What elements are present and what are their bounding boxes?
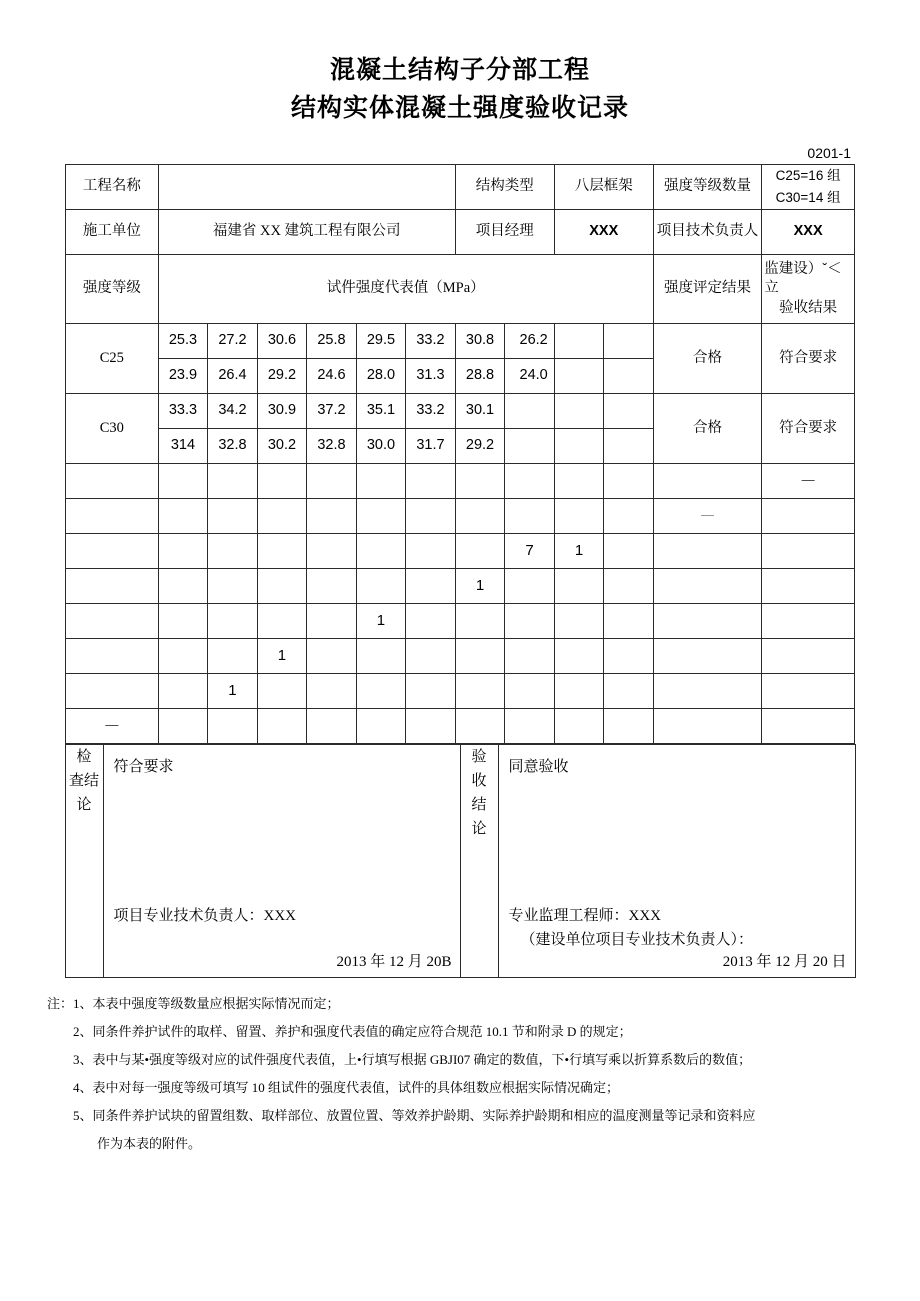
acceptance-conclusion-cell[interactable]: [498, 745, 855, 978]
cell-c25-bot-7[interactable]: 28.8: [455, 359, 505, 394]
blank-cell[interactable]: [762, 499, 855, 534]
blank-cell[interactable]: [505, 499, 555, 534]
table-row: [66, 639, 855, 674]
blank-cell[interactable]: [307, 674, 357, 709]
blank-cell[interactable]: [406, 604, 456, 639]
grade-count-line-1: C25=16 组: [775, 168, 841, 183]
blank-cell[interactable]: [66, 534, 159, 569]
blank-cell[interactable]: [505, 674, 555, 709]
inspection-label-char-2: 查结: [68, 773, 99, 789]
blank-cell[interactable]: [505, 464, 555, 499]
table-row: [66, 324, 855, 359]
conclusion-table: [65, 744, 856, 978]
blank-cell[interactable]: [307, 464, 357, 499]
blank-cell[interactable]: [307, 534, 357, 569]
cell-c30-bot-1[interactable]: 314: [158, 429, 208, 464]
inspection-date: 2013 年 12 月 20B: [336, 954, 452, 970]
stray-mark-cell[interactable]: [356, 604, 406, 639]
blank-cell[interactable]: [762, 709, 855, 744]
evaluation-c30: 合格: [653, 394, 761, 464]
blank-cell[interactable]: [66, 464, 159, 499]
cell-c30-top-4[interactable]: 37.2: [307, 394, 357, 429]
cell-c30-bot-2[interactable]: 32.8: [208, 429, 258, 464]
blank-cell[interactable]: [257, 674, 307, 709]
cell-c25-top-7[interactable]: 30.8: [455, 324, 505, 359]
stray-mark-cell[interactable]: [208, 674, 258, 709]
blank-cell[interactable]: [505, 639, 555, 674]
cell-c30-bot-7[interactable]: 29.2: [455, 429, 505, 464]
blank-cell[interactable]: [554, 569, 604, 604]
blank-cell[interactable]: [505, 709, 555, 744]
blank-cell[interactable]: [455, 674, 505, 709]
stray-mark-cell[interactable]: [455, 569, 505, 604]
blank-cell[interactable]: [406, 534, 456, 569]
cell-c30-bot-10[interactable]: [604, 429, 654, 464]
table-row: [66, 674, 855, 709]
stray-digit-mark: 1: [574, 541, 584, 559]
table-row: [66, 499, 855, 534]
blank-cell[interactable]: [762, 639, 855, 674]
blank-cell[interactable]: [455, 534, 505, 569]
table-row: [66, 709, 855, 744]
note-item-2: 2、同条件养护试件的取样、留置、养护和强度代表值的确定应符合规范 10.1 节和附录 D 的规定；: [73, 1024, 632, 1039]
blank-cell[interactable]: [307, 604, 357, 639]
cell-c30-top-3[interactable]: 30.9: [257, 394, 307, 429]
cell-c25-top-1[interactable]: 25.3: [158, 324, 208, 359]
acceptance-signer-secondary: （建设单位项目专业技术负责人）：: [520, 932, 754, 948]
contractor-label: 施工单位: [66, 210, 159, 255]
acceptance-label-char-2: 收: [471, 773, 487, 789]
blank-cell[interactable]: [554, 674, 604, 709]
note-item-3: 3、表中与某•强度等级对应的试件强度代表值，上•行填写根据 GBJI07 确定的数值，下•行填写乘以折算系数后的数值；: [73, 1052, 752, 1067]
acceptance-header-line-1: 监建设）ˇ＜立: [764, 260, 842, 297]
grade-count-value[interactable]: [762, 165, 855, 210]
blank-cell[interactable]: [455, 499, 505, 534]
blank-cell[interactable]: [604, 499, 654, 534]
project-name-label: 工程名称: [66, 165, 159, 210]
stray-mark-cell[interactable]: [505, 534, 555, 569]
inspection-conclusion-text: 符合要求: [113, 759, 174, 775]
blank-cell[interactable]: [604, 534, 654, 569]
project-manager-value[interactable]: XXX: [554, 210, 653, 255]
stray-digit-mark: 1: [376, 611, 386, 629]
blank-cell[interactable]: [455, 464, 505, 499]
cell-c30-top-1[interactable]: 33.3: [158, 394, 208, 429]
cell-c25-top-4[interactable]: 25.8: [307, 324, 357, 359]
blank-cell[interactable]: [762, 534, 855, 569]
blank-cell[interactable]: [208, 464, 258, 499]
grade-count-label: 强度等级数量: [653, 165, 761, 210]
blank-cell[interactable]: [208, 569, 258, 604]
cell-c30-top-8[interactable]: [505, 394, 555, 429]
column-heading-row: [66, 255, 855, 324]
blank-cell[interactable]: [653, 569, 761, 604]
blank-cell[interactable]: [307, 499, 357, 534]
blank-cell[interactable]: [356, 709, 406, 744]
blank-cell[interactable]: [66, 674, 159, 709]
tech-lead-value[interactable]: XXX: [762, 210, 855, 255]
stray-mark-cell[interactable]: [762, 464, 855, 499]
blank-cell[interactable]: [653, 709, 761, 744]
inspection-conclusion-label: [65, 745, 103, 978]
stray-digit-mark: 1: [228, 681, 237, 699]
blank-cell[interactable]: [455, 604, 505, 639]
blank-cell[interactable]: [257, 534, 307, 569]
blank-cell[interactable]: [406, 639, 456, 674]
blank-cell[interactable]: [406, 674, 456, 709]
grade-column-header: 强度等级: [66, 255, 159, 324]
cell-c25-bot-6[interactable]: 31.3: [406, 359, 456, 394]
blank-cell[interactable]: [406, 709, 456, 744]
strength-record-table: [65, 164, 855, 744]
document-title: [0, 0, 920, 128]
cell-c25-bot-4[interactable]: 24.6: [307, 359, 357, 394]
blank-cell[interactable]: [257, 464, 307, 499]
blank-cell[interactable]: [257, 569, 307, 604]
blank-cell[interactable]: [356, 499, 406, 534]
acceptance-c25: 符合要求: [762, 324, 855, 394]
cell-c30-bot-6[interactable]: 31.7: [406, 429, 456, 464]
blank-cell[interactable]: [653, 534, 761, 569]
acceptance-header-line-2: 验收结果: [779, 299, 838, 316]
stray-mark-cell[interactable]: [66, 709, 159, 744]
acceptance-label-char-1: 验: [471, 749, 487, 765]
table-row: [66, 464, 855, 499]
structure-type-label: 结构类型: [455, 165, 554, 210]
blank-cell[interactable]: [406, 569, 456, 604]
cell-c25-bot-3[interactable]: 29.2: [257, 359, 307, 394]
cell-c25-bot-9[interactable]: [554, 359, 604, 394]
grade-name-c30: C30: [66, 394, 159, 464]
blank-cell[interactable]: [356, 534, 406, 569]
blank-cell[interactable]: [158, 464, 208, 499]
project-name-value[interactable]: [158, 165, 455, 210]
blank-cell[interactable]: [66, 639, 159, 674]
cell-c30-bot-3[interactable]: 30.2: [257, 429, 307, 464]
blank-cell[interactable]: [158, 499, 208, 534]
blank-cell[interactable]: [604, 604, 654, 639]
acceptance-conclusion-text: 同意验收: [508, 759, 569, 775]
blank-cell[interactable]: [208, 499, 258, 534]
inspection-label-char-3: 论: [76, 797, 92, 813]
acceptance-signer: 专业监理工程师：XXX: [508, 908, 661, 924]
blank-cell[interactable]: [406, 464, 456, 499]
blank-cell[interactable]: [762, 604, 855, 639]
blank-cell[interactable]: [604, 569, 654, 604]
blank-cell[interactable]: [356, 639, 406, 674]
acceptance-label-char-4: 论: [471, 821, 487, 837]
cell-c25-top-10[interactable]: [604, 324, 654, 359]
blank-cell[interactable]: [554, 709, 604, 744]
blank-cell[interactable]: [653, 674, 761, 709]
stray-dash-mark: —: [105, 717, 119, 733]
stray-mark-cell[interactable]: [653, 499, 761, 534]
blank-cell[interactable]: [762, 569, 855, 604]
blank-cell[interactable]: [653, 639, 761, 674]
acceptance-c30: 符合要求: [762, 394, 855, 464]
blank-cell[interactable]: [257, 709, 307, 744]
inspection-conclusion-cell[interactable]: [103, 745, 460, 978]
cell-c30-bot-9[interactable]: [554, 429, 604, 464]
blank-cell[interactable]: [505, 569, 555, 604]
contractor-value[interactable]: 福建省 XX 建筑工程有限公司: [158, 210, 455, 255]
cell-c25-bot-2[interactable]: 26.4: [208, 359, 258, 394]
blank-cell[interactable]: [653, 604, 761, 639]
blank-cell[interactable]: [554, 639, 604, 674]
grade-count-line-2: C30=14 组: [775, 190, 841, 205]
project-manager-label: 项目经理: [455, 210, 554, 255]
stray-dash-mark: —: [700, 507, 714, 523]
header-row-contractor: [66, 210, 855, 255]
cell-c25-top-6[interactable]: 33.2: [406, 324, 456, 359]
blank-cell[interactable]: [158, 709, 208, 744]
blank-cell[interactable]: [604, 464, 654, 499]
stray-mark-cell[interactable]: [257, 639, 307, 674]
table-row: [66, 604, 855, 639]
cell-c30-bot-5[interactable]: 30.0: [356, 429, 406, 464]
blank-cell[interactable]: [66, 604, 159, 639]
blank-cell[interactable]: [66, 499, 159, 534]
blank-cell[interactable]: [158, 639, 208, 674]
blank-cell[interactable]: [455, 639, 505, 674]
blank-cell[interactable]: [307, 639, 357, 674]
blank-cell[interactable]: [554, 464, 604, 499]
cell-c25-bot-5[interactable]: 28.0: [356, 359, 406, 394]
blank-cell[interactable]: [653, 464, 761, 499]
blank-cell[interactable]: [604, 709, 654, 744]
stray-dash-mark: —: [801, 472, 815, 488]
cell-c25-bot-1[interactable]: 23.9: [158, 359, 208, 394]
note-item-5: 5、同条件养护试块的留置组数、取样部位、放置位置、等效养护龄期、实际养护龄期和相应的温度测量等记录和资料应: [73, 1108, 756, 1123]
stray-digit-mark: 7: [525, 541, 534, 559]
cell-c30-top-5[interactable]: 35.1: [356, 394, 406, 429]
table-row: [66, 394, 855, 429]
cell-c30-top-6[interactable]: 33.2: [406, 394, 456, 429]
acceptance-column-header: [762, 255, 855, 324]
inspection-signer: 项目专业技术负责人：XXX: [113, 908, 296, 924]
blank-cell[interactable]: [554, 499, 604, 534]
cell-c30-top-9[interactable]: [554, 394, 604, 429]
acceptance-date: 2013 年 12 月 20 日: [722, 954, 847, 970]
evaluation-c25: 合格: [653, 324, 761, 394]
cell-c25-top-5[interactable]: 29.5: [356, 324, 406, 359]
notes-section: [45, 978, 875, 1158]
inspection-label-char-1: 检: [76, 749, 92, 765]
blank-cell[interactable]: [604, 674, 654, 709]
blank-cell[interactable]: [158, 534, 208, 569]
evaluation-column-header: 强度评定结果: [653, 255, 761, 324]
cell-c30-top-10[interactable]: [604, 394, 654, 429]
cell-c30-top-2[interactable]: 34.2: [208, 394, 258, 429]
blank-cell[interactable]: [307, 569, 357, 604]
grade-name-c25: C25: [66, 324, 159, 394]
blank-cell[interactable]: [356, 674, 406, 709]
note-item-5-cont: 作为本表的附件。: [97, 1136, 202, 1151]
title-line-2: 结构实体混凝土强度验收记录: [290, 95, 629, 122]
cell-c30-bot-8[interactable]: [505, 429, 555, 464]
cell-c30-bot-4[interactable]: 32.8: [307, 429, 357, 464]
blank-cell[interactable]: [356, 569, 406, 604]
blank-cell[interactable]: [307, 709, 357, 744]
blank-cell[interactable]: [762, 674, 855, 709]
blank-cell[interactable]: [505, 604, 555, 639]
table-row: [66, 569, 855, 604]
values-column-header: 试件强度代表值（MPa）: [158, 255, 653, 324]
cell-c25-top-3[interactable]: 30.6: [257, 324, 307, 359]
blank-cell[interactable]: [554, 604, 604, 639]
cell-c25-bot-10[interactable]: [604, 359, 654, 394]
blank-cell[interactable]: [158, 569, 208, 604]
title-line-1: 混凝土结构子分部工程: [329, 57, 590, 84]
blank-cell[interactable]: [158, 604, 208, 639]
table-row: [66, 534, 855, 569]
blank-cell[interactable]: [208, 534, 258, 569]
blank-cell[interactable]: [406, 499, 456, 534]
blank-cell[interactable]: [604, 639, 654, 674]
blank-cell[interactable]: [455, 709, 505, 744]
note-item-4: 4、表中对每一强度等级可填写 10 组试件的强度代表值，试件的具体组数应根据实际情况确定；: [73, 1080, 620, 1095]
blank-cell[interactable]: [257, 604, 307, 639]
note-item-1: 注：1、本表中强度等级数量应根据实际情况而定；: [47, 996, 340, 1011]
stray-digit-mark: 1: [475, 576, 485, 594]
cell-c25-top-9[interactable]: [554, 324, 604, 359]
header-row-project: [66, 165, 855, 210]
conclusion-row: [65, 745, 855, 978]
form-code: 0201-1: [807, 145, 851, 161]
tech-lead-label: 项目技术负责人: [653, 210, 761, 255]
blank-cell[interactable]: [66, 569, 159, 604]
acceptance-conclusion-label: [460, 745, 498, 978]
blank-cell[interactable]: [356, 464, 406, 499]
blank-cell[interactable]: [208, 709, 258, 744]
cell-c25-top-2[interactable]: 27.2: [208, 324, 258, 359]
cell-c30-top-7[interactable]: 30.1: [455, 394, 505, 429]
blank-cell[interactable]: [158, 674, 208, 709]
acceptance-label-char-3: 结: [471, 797, 487, 813]
stray-digit-mark: 1: [277, 646, 287, 664]
structure-type-value[interactable]: 八层框架: [554, 165, 653, 210]
blank-cell[interactable]: [208, 604, 258, 639]
cell-c25-top-8[interactable]: 26.2: [505, 324, 555, 359]
blank-cell[interactable]: [257, 499, 307, 534]
cell-c25-bot-8[interactable]: 24.0: [505, 359, 555, 394]
blank-cell[interactable]: [208, 639, 258, 674]
stray-mark-cell[interactable]: [554, 534, 604, 569]
